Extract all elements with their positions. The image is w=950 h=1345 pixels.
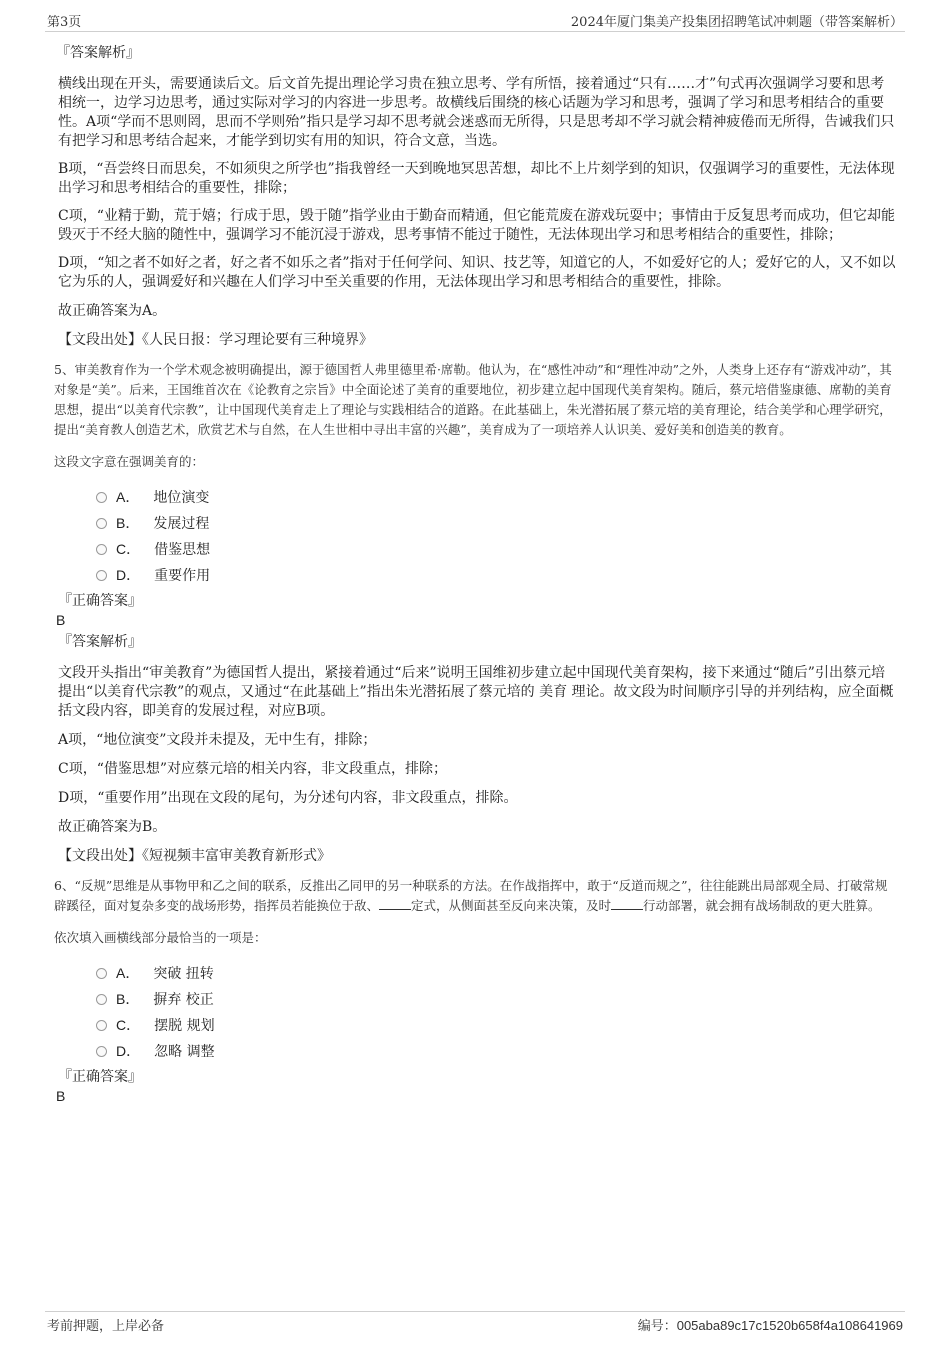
- q6-option-c[interactable]: C． 摆脱 规划: [96, 1012, 898, 1038]
- q6-stem: 6、“反规”思维是从事物甲和乙之间的联系，反推出乙同甲的另一种联系的方法。在作战指挥中，敢于“反道而规之”，往往能跳出局部观全局、打破常规辟蹊径，面对复杂多变的战场形势，指挥员若能换位于敌、 定式，从侧面甚至反向来决策，及时 行动部署，就会拥有战场制敌的更大胜算。: [54, 878, 888, 913]
- radio-icon[interactable]: [96, 968, 107, 979]
- q5-option-b[interactable]: B． 发展过程: [96, 510, 898, 536]
- q4-analysis-para: C项，“业精于勤，荒于嬉；行成于思，毁于随”指学业由于勤奋而精通，但它能荒废在游戏玩耍中；事情由于反复思考而成功，但它却能毁灭于不经大脑的随性中，强调学习不能沉浸于游戏，思考事情不能过于随性，无法体现出学习和思考相结合的重要性，排除；: [58, 208, 896, 243]
- q5-conclusion: 故正确答案为B。: [58, 819, 167, 835]
- q5-analysis-para: D项，“重要作用”出现在文段的尾句，为分述句内容，非文段重点，排除。: [58, 790, 518, 806]
- q6-answer-heading: 『正确答案』: [58, 1069, 142, 1085]
- q4-analysis-para: 横线出现在开头，需要通读后文。后文首先提出理论学习贵在独立思考、学有所悟，接着通过“只有……才”句式再次强调学习要和思考相统一，边学习边思考，通过实际对学习的内容进一步思考。故横线后围绕的核心话题为学习和思考，强调了学习和思考相结合的重要性。A项“学而不思则罔，思而不学则殆”指只是学习却不思考就会迷惑而无所得，只是思考却不学习就会精神疲倦而无所得，告诫我们只有把学习和思考结合起来，才能学到切实有用的知识，符合文意，当选。: [58, 76, 895, 149]
- q5-source: 【文段出处】《短视频丰富审美教育新形式》: [58, 848, 331, 864]
- radio-icon[interactable]: [96, 518, 107, 529]
- q5-question: 这段文字意在强调美育的：: [54, 454, 205, 469]
- q5-analysis-heading: 『答案解析』: [58, 634, 142, 650]
- radio-icon[interactable]: [96, 544, 107, 555]
- q5-analysis-para: 文段开头指出“审美教育”为德国哲人提出，紧接着通过“后来”说明王国维初步建立起中国现代美育架构，接下来通过“随后”引出蔡元培提出“以美育代宗教”的观点，又通过“在此基础上”指出朱光潜拓展了蔡元培的 美育 理论。故文段为时间顺序引导的并列结构，应全面概括文段内容，即美育的发展过程，对应B项。: [58, 665, 894, 719]
- q4-analysis-heading: 『答案解析』: [56, 45, 140, 61]
- q5-stem: 5、审美教育作为一个学术观念被明确提出，源于德国哲人弗里德里希·席勒。他认为，在“感性冲动”和“理性冲动”之外，人类身上还存有“游戏冲动”，其对象是“美”。后来，王国维首次在《论教育之宗旨》中全面论述了美育的重要地位，初步建立起中国现代美育架构。随后，蔡元培借鉴康德、席勒的美育思想，提出“以美育代宗教”，让中国现代美育走上了理论与实践相结合的道路。在此基础上，朱光潜拓展了蔡元培的美育理论，结合美学和心理学研究，提出“美育教人创造艺术，欣赏艺术与自然，在人生世相中寻出丰富的兴趣”，美育成为了一项培养人认识美、爱好美和创造美的教育。: [54, 362, 892, 437]
- q4-source: 【文段出处】《人民日报：学习理论要有三种境界》: [58, 332, 373, 348]
- document-code: 编号：005aba89c17c1520b658f4a108641969: [637, 1318, 903, 1334]
- q6-option-a[interactable]: A． 突破 扭转: [96, 960, 898, 986]
- q4-analysis-para: B项，“吾尝终日而思矣，不如须臾之所学也”指我曾经一天到晚地冥思苦想，却比不上片刻学到的知识，仅强调学习的重要性，无法体现出学习和思考相结合的重要性，排除；: [58, 161, 895, 196]
- q6-option-b[interactable]: B． 摒弃 校正: [96, 986, 898, 1012]
- radio-icon[interactable]: [96, 1020, 107, 1031]
- q6-answer: B: [56, 1088, 66, 1104]
- q6-options: [58, 960, 898, 1064]
- q5-options: [58, 484, 898, 588]
- q6-question: 依次填入画横线部分最恰当的一项是：: [54, 930, 267, 945]
- q5-answer-heading: 『正确答案』: [58, 593, 142, 609]
- page-header: [0, 0, 950, 34]
- q5-option-a[interactable]: A． 地位演变: [96, 484, 898, 510]
- q5-analysis-para: A项，“地位演变”文段并未提及，无中生有，排除；: [58, 732, 377, 748]
- page-number: 第3页: [47, 15, 82, 30]
- q5-analysis-para: C项，“借鉴思想”对应蔡元培的相关内容，非文段重点，排除；: [58, 761, 448, 777]
- radio-icon[interactable]: [96, 994, 107, 1005]
- radio-icon[interactable]: [96, 1046, 107, 1057]
- radio-icon[interactable]: [96, 570, 107, 581]
- q5-option-d[interactable]: D． 重要作用: [96, 562, 898, 588]
- footer-slogan: 考前押题，上岸必备: [47, 1319, 165, 1334]
- q4-conclusion: 故正确答案为A。: [58, 303, 167, 319]
- header-divider: [45, 31, 905, 32]
- q5-answer: B: [56, 612, 66, 628]
- fill-blank-2: [611, 897, 643, 910]
- radio-icon[interactable]: [96, 492, 107, 503]
- q4-analysis-para: D项，“知之者不如好之者，好之者不如乐之者”指对于任何学问、知识、技艺等，知道它的人，不如爱好它的人；爱好它的人，又不如以它为乐的人，强调爱好和兴趣在人们学习中至关重要的作用，无法体现出学习和思考相结合的重要性，排除。: [58, 255, 896, 290]
- document-title: 2024年厦门集美产投集团招聘笔试冲刺题（带答案解析）: [570, 15, 903, 30]
- fill-blank-1: [379, 897, 411, 910]
- q5-option-c[interactable]: C． 借鉴思想: [96, 536, 898, 562]
- page-content: [54, 44, 898, 1105]
- footer-divider: [45, 1311, 905, 1312]
- q6-option-d[interactable]: D． 忽略 调整: [96, 1038, 898, 1064]
